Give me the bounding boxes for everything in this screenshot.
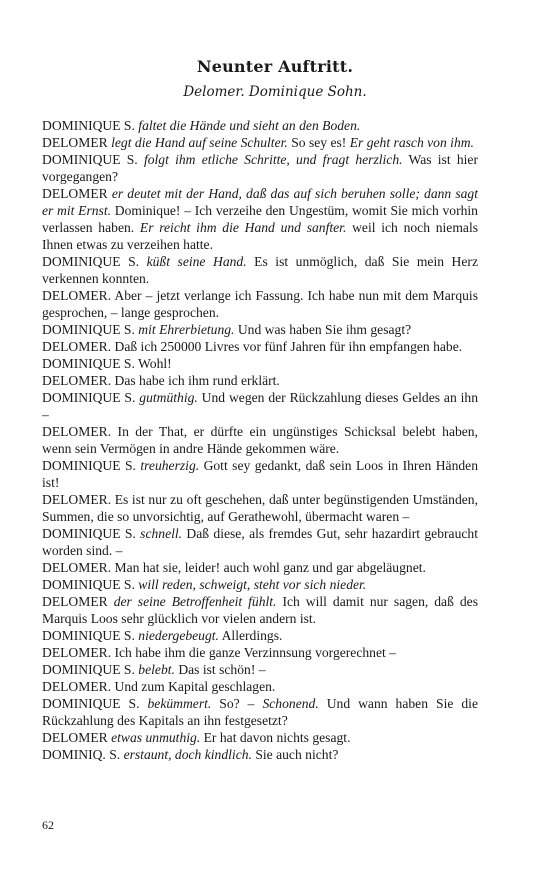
speaker-name: DELOMER. [42,424,118,439]
spoken-text: Wohl! [138,356,172,371]
spoken-text: Und was haben Sie ihm gesagt? [234,322,412,337]
speaker-name: DOMINIQUE S. [42,628,139,643]
dialogue-paragraph [42,559,478,576]
dialogue-paragraph [42,746,478,763]
stage-direction: bekümmert. [147,696,212,711]
speaker-name: DOMINIQ. S. [42,747,124,762]
stage-direction: niedergebeugt. [138,628,219,643]
stage-direction: Er geht rasch von ihm. [349,135,474,150]
scene-title: Neunter Auftritt. [196,57,354,76]
speaker-name: DOMINIQUE S. [42,254,147,269]
speaker-name: DOMINIQUE S. [42,356,139,371]
dialogue-paragraph [42,151,478,185]
speaker-name: DOMINIQUE S. [42,458,141,473]
speaker-name: DELOMER [42,730,112,745]
stage-direction: Schonend. [262,696,319,711]
speaker-name: DELOMER. [42,645,115,660]
stage-direction: mit Ehrerbietung. [138,322,235,337]
stage-direction: will reden, schweigt, steht vor sich nieder. [138,577,367,592]
speaker-name: DELOMER. [42,339,115,354]
spoken-text: Und zum Kapital geschlagen. [114,679,276,694]
stage-direction: treuherzig. [140,458,200,473]
speaker-name: DOMINIQUE S. [42,577,139,592]
spoken-text: Daß ich 250000 Livres vor fünf Jahren für ihn empfangen habe. [114,339,463,354]
stage-direction: der seine Betroffenheit fühlt. [113,594,277,609]
stage-direction: küßt seine Hand. [146,254,247,269]
dialogue-paragraph [42,644,478,661]
dialogue-paragraph [42,389,478,423]
dialogue-paragraph [42,287,478,321]
speaker-name: DOMINIQUE S. [42,152,144,167]
dialogue-paragraph [42,253,478,287]
stage-direction: schnell. [140,526,183,541]
spoken-text: So? – [211,696,263,711]
stage-direction: legt die Hand auf seine Schulter. [111,135,288,150]
speaker-name: DELOMER. [42,560,115,575]
scene-persons: Delomer. Dominique Sohn. [183,84,367,100]
stage-direction: etwas unmuthig. [111,730,201,745]
dialogue-paragraph [42,338,478,355]
dialogue-paragraph [42,695,478,729]
dialogue-paragraph [42,525,478,559]
stage-direction: erstaunt, doch kindlich. [123,747,252,762]
speaker-name: DOMINIQUE S. [42,662,139,677]
spoken-text: Er hat davon nichts gesagt. [200,730,351,745]
spoken-text: Dominique! – Ich verzeihe den Ungestüm, womit Sie mich vorhin verlassen haben. [42,203,478,235]
spoken-text: Aber – jetzt verlange ich Fassung. Ich habe nun mit dem Marquis gesprochen, – lange gesprochen. [42,288,478,320]
stage-direction: gutmüthig. [139,390,198,405]
dialogue-paragraph [42,661,478,678]
dialogue-paragraph [42,355,478,372]
dialogue-paragraph [42,576,478,593]
dialogue-paragraph [42,117,478,134]
speaker-name: DOMINIQUE S. [42,526,141,541]
speaker-name: DELOMER. [42,679,115,694]
dialogue-paragraph [42,185,478,253]
spoken-text: Gott sey gedankt, daß sein Loos in Ihren Händen ist! [42,458,478,490]
speaker-name: DELOMER [42,594,114,609]
spoken-text: Sie auch nicht? [251,747,339,762]
speaker-name: DOMINIQUE S. [42,696,148,711]
page-number: 62 [42,818,54,832]
speaker-name: DELOMER [42,135,112,150]
dialogue-paragraph [42,729,478,746]
stage-direction: belebt. [138,662,175,677]
speaker-name: DOMINIQUE S. [42,322,139,337]
spoken-text: In der That, er dürfte ein ungünstiges Schicksal belebt haben, wenn sein Vermögen in andre Hände gekommen wäre. [42,424,478,456]
speaker-name: DELOMER. [42,288,115,303]
spoken-text: Allerdings. [218,628,283,643]
spoken-text: Das habe ich ihm rund erklärt. [114,373,280,388]
spoken-text: Daß diese, als fremdes Gut, sehr hazardirt gebraucht worden sind. – [42,526,478,558]
dialogue-paragraph [42,627,478,644]
spoken-text: Was ist hier vorgegangen? [42,152,478,184]
spoken-text: Es ist unmöglich, daß Sie mein Herz verkennen konnten. [42,254,478,286]
dialogue-paragraph [42,678,478,695]
spoken-text: Ich habe ihm die ganze Verzinnsung vorgerechnet – [114,645,396,660]
speaker-name: DOMINIQUE S. [42,118,139,133]
spoken-text: Und wegen der Rückzahlung dieses Geldes an ihn – [42,390,478,422]
stage-direction: er deutet mit der Hand, daß das auf sich beruhen solle; dann sagt er mit Ernst. [42,186,478,218]
spoken-text: weil ich noch niemals Ihnen etwas zu verzeihen hatte. [42,220,479,252]
dialogue-paragraph [42,491,478,525]
dialogue-paragraph [42,134,478,151]
spoken-text: Es ist nur zu oft geschehen, daß unter begünstigenden Umständen, Summen, die so unvorsichtig, auf Gerathewohl, übermacht waren – [42,492,478,524]
dialogue-paragraph [42,593,478,627]
dialogue-paragraph [42,423,478,457]
stage-direction: faltet die Hände und sieht an den Boden. [138,118,361,133]
dialogue-paragraph [42,457,478,491]
spoken-text: So sey es! [287,135,350,150]
spoken-text: Man hat sie, leider! auch wohl ganz und gar abgeläugnet. [114,560,426,575]
spoken-text: Und wann haben Sie die Rückzahlung des Kapitals an ihn festgesetzt? [42,696,478,728]
speaker-name: DOMINIQUE S. [42,390,140,405]
speaker-name: DELOMER. [42,373,115,388]
dialogue-paragraph [42,372,478,389]
stage-direction: Er reicht ihm die Hand und sanfter. [139,220,347,235]
stage-direction: folgt ihm etliche Schritte, und fragt herzlich. [143,152,403,167]
speaker-name: DELOMER [42,186,112,201]
speaker-name: DELOMER. [42,492,115,507]
spoken-text: Ich will damit nur sagen, daß des Marquis Loos sehr glücklich vor vielen andern ist. [42,594,478,626]
dialogue-body [42,117,478,763]
spoken-text: Das ist schön! – [174,662,266,677]
dialogue-paragraph [42,321,478,338]
